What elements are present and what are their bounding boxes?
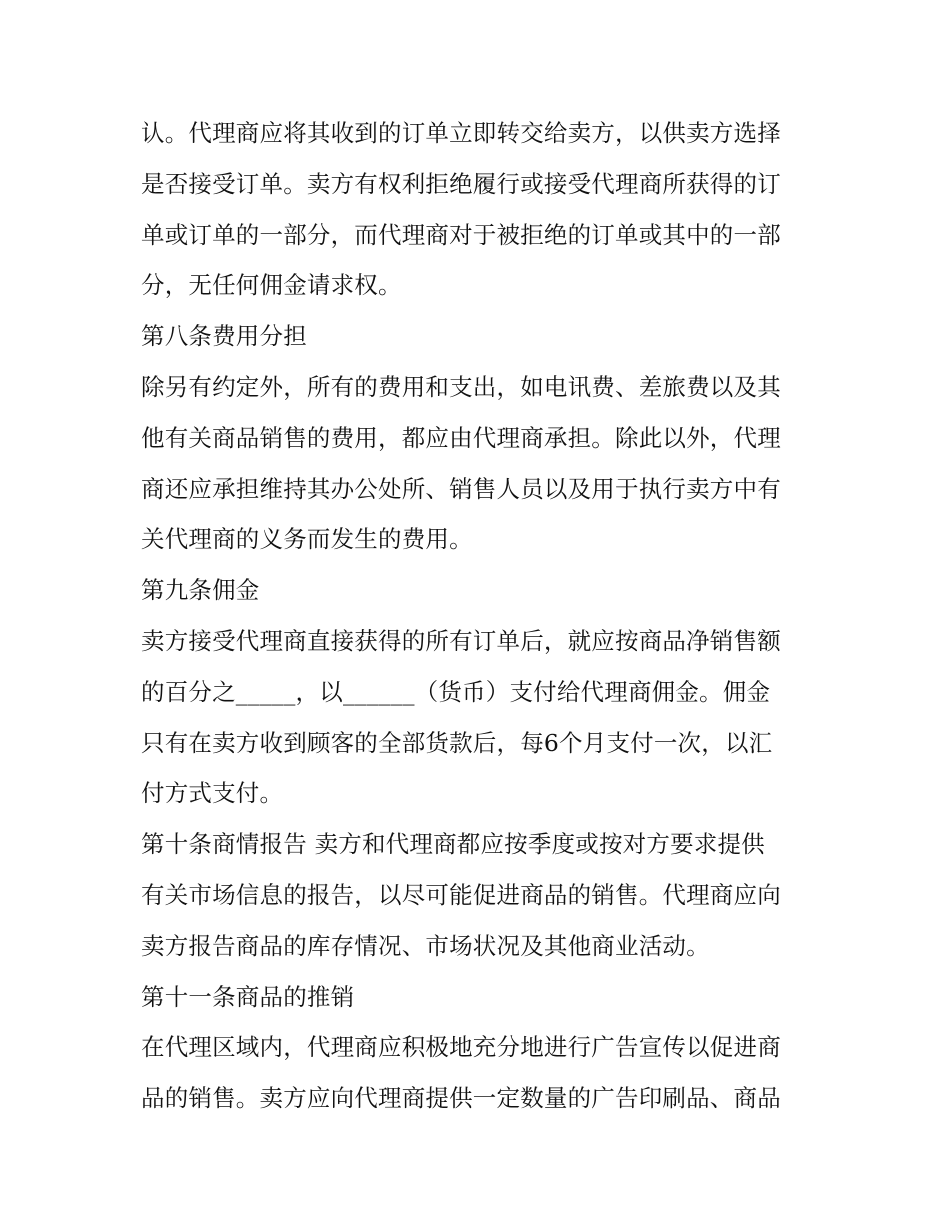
text-line: 商还应承担维持其办公处所、销售人员以及用于执行卖方中有 <box>141 474 781 503</box>
text-line: 有关市场信息的报告，以尽可能促进商品的销售。代理商应向 <box>141 880 781 909</box>
text-line: 分，无任何佣金请求权。 <box>141 271 402 300</box>
text-line: 单或订单的一部分，而代理商对于被拒绝的订单或其中的一部 <box>141 220 781 249</box>
text-line: 只有在卖方收到顾客的全部货款后，每6个月支付一次，以汇 <box>141 728 773 757</box>
text-line: 的百分之_____，以______（货币）支付给代理商佣金。佣金 <box>141 677 771 706</box>
text-line: 是否接受订单。卖方有权利拒绝履行或接受代理商所获得的订 <box>141 169 781 198</box>
text-line: 认。代理商应将其收到的订单立即转交给卖方，以供卖方选择 <box>141 119 781 147</box>
text-line: 他有关商品销售的费用，都应由代理商承担。除此以外，代理 <box>141 423 781 452</box>
text-line: 卖方报告商品的库存情况、市场状况及其他商业活动。 <box>141 931 710 960</box>
text-line: 在代理区域内，代理商应积极地充分地进行广告宣传以促进商 <box>141 1033 781 1062</box>
section-heading: 第九条佣金 <box>141 576 260 605</box>
document-body <box>141 108 813 1124</box>
section-heading: 第十一条商品的推销 <box>141 982 355 1011</box>
section-heading: 第八条费用分担 <box>141 322 307 351</box>
text-line: 品的销售。卖方应向代理商提供一定数量的广告印刷品、商品 <box>141 1084 781 1113</box>
text-line: 卖方接受代理商直接获得的所有订单后，就应按商品净销售额 <box>141 626 781 655</box>
text-line: 除另有约定外，所有的费用和支出，如电讯费、差旅费以及其 <box>141 372 781 401</box>
text-line: 关代理商的义务而发生的费用。 <box>141 525 473 554</box>
text-line: 付方式支付。 <box>141 779 284 808</box>
section-heading-with-text: 第十条商情报告 卖方和代理商都应按季度或按对方要求提供 <box>141 830 765 859</box>
